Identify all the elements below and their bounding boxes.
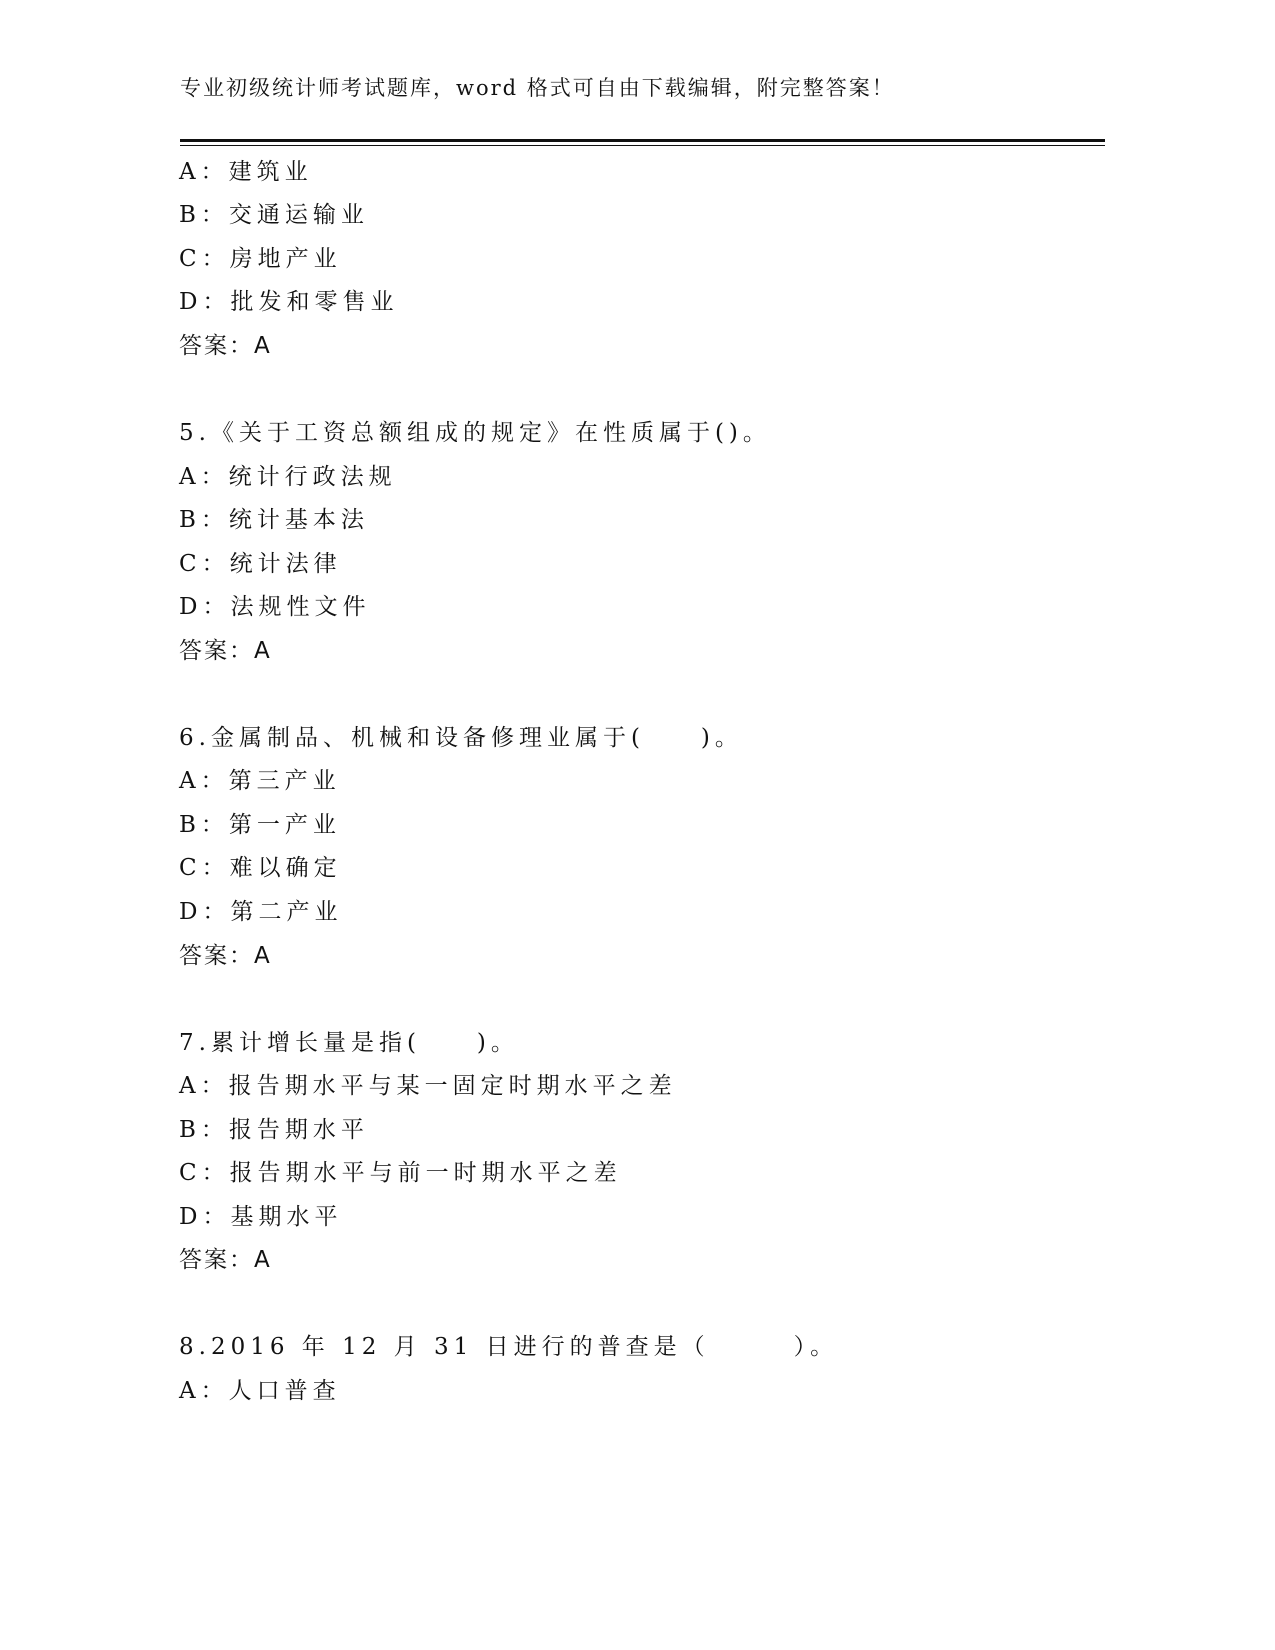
header-rule-thick <box>180 139 1105 142</box>
option-d: D：法规性文件 <box>179 594 371 620</box>
answer: 答案：A <box>179 1247 272 1273</box>
option-b: B：交通运输业 <box>179 202 369 228</box>
option-d: D：第二产业 <box>179 899 343 925</box>
header-rule-thin <box>180 145 1105 146</box>
option-a: A：第三产业 <box>179 768 341 794</box>
option-a: A：统计行政法规 <box>179 464 397 490</box>
option-a: A：报告期水平与某一固定时期水平之差 <box>179 1073 677 1099</box>
option-a: A：建筑业 <box>179 159 313 185</box>
page-header: 专业初级统计师考试题库，word 格式可自由下载编辑，附完整答案！ <box>180 76 895 100</box>
question-6: 6.金属制品、机械和设备修理业属于( )。 <box>179 725 743 751</box>
option-a: A：人口普查 <box>179 1378 341 1404</box>
option-c: C：房地产业 <box>179 246 342 272</box>
answer: 答案：A <box>179 333 272 359</box>
question-5: 5.《关于工资总额组成的规定》在性质属于()。 <box>179 420 771 446</box>
option-b: B：报告期水平 <box>179 1117 369 1143</box>
option-c: C：难以确定 <box>179 855 342 881</box>
option-d: D：基期水平 <box>179 1204 343 1230</box>
option-b: B：统计基本法 <box>179 507 369 533</box>
option-c: C：报告期水平与前一时期水平之差 <box>179 1160 622 1186</box>
option-d: D：批发和零售业 <box>179 289 399 315</box>
option-c: C：统计法律 <box>179 551 342 577</box>
answer: 答案：A <box>179 943 272 969</box>
answer: 答案：A <box>179 638 272 664</box>
question-8: 8.2016 年 12 月 31 日进行的普查是（ ）。 <box>179 1334 839 1360</box>
option-b: B：第一产业 <box>179 812 341 838</box>
question-7: 7.累计增长量是指( )。 <box>179 1030 519 1056</box>
